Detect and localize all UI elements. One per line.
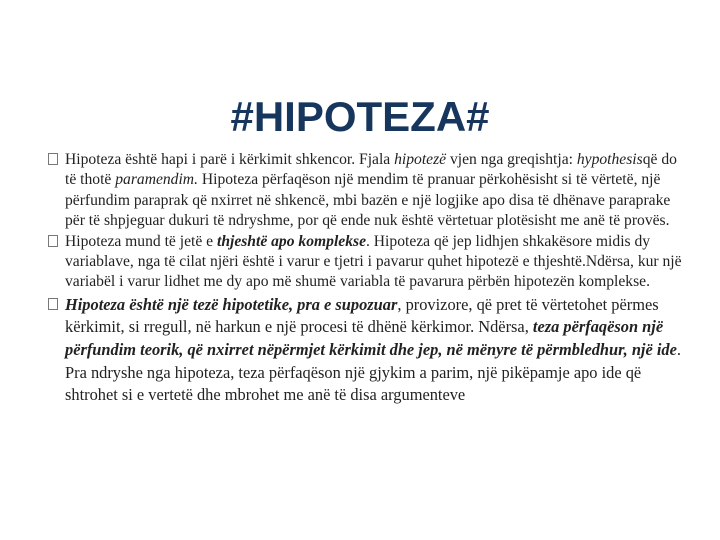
slide-title: #HIPOTEZA# [230, 93, 490, 140]
bullet-text-segment: që do të thotë [65, 151, 677, 189]
bullet-text-segment: . Hipoteza që jep lidhjen shkakësore midis dy variablave, nga të cilat njëri është i varur e tjetri i pavarur quhet hipotezë e thjeshtë.Ndërsa, kur një variabël i varur lidhet me dy apo më shumë variabla të pavarura përbën hipotezën komplekse. [65, 232, 682, 291]
square-bullet-icon [48, 153, 58, 165]
bullet-text-segment: thjeshtë apo komplekse [216, 232, 366, 250]
bullet-text-segment: hipotezë [394, 151, 447, 168]
bullet-item-1 [48, 150, 684, 232]
bullet-text-segment: vjen nga greqishtja: [446, 151, 577, 168]
bullet-item-2 [48, 232, 684, 293]
bullet-item-3 [48, 294, 684, 407]
bullet-text-segment: Hipoteza është hapi i parë i kërkimit shkencor. Fjala [65, 151, 395, 168]
bullet-text-segment: hypothesis [576, 151, 643, 168]
bullet-text-segment: paramendim. [115, 171, 198, 189]
bullet-text-segment: Hipoteza mund të jetë e [65, 232, 217, 250]
bullet-text-segment: Hipoteza përfaqëson një mendim të pranuar përkohësisht si të vërtetë, një përfundim paraprak që nxirret në shkencë, mbi bazën e një logjike apo disa të dhënave paraprake për të shpjeguar dukuri të ndryshme, por që ende nuk është vërtetuar plotësisht me anë të provës. [65, 171, 671, 230]
square-bullet-icon [48, 298, 58, 310]
bullet-text-segment: Hipoteza është një tezë hipotetike, pra e supozuar [65, 294, 398, 314]
bullet-text-segment: , provizore, që pret të vërtetohet përmes kërkimit, si rregull, në harkun e një procesi të dhënë kërkimor. Ndërsa, [65, 294, 659, 337]
square-bullet-icon [48, 235, 58, 247]
bullet-text-segment: . Pra ndryshe nga hipoteza, teza përfaqëson një gjykim a parim, një pikëpamje apo ide që shtrohet si e vertetë dhe mbrohet me anë të disa argumenteve [65, 340, 681, 405]
bullet-list [48, 150, 684, 407]
bullet-text-segment: teza përfaqëson një përfundim teorik, që nxirret nëpërmjet kërkimit dhe jep, në mënyre të përmbledhur, një ide [65, 317, 677, 360]
